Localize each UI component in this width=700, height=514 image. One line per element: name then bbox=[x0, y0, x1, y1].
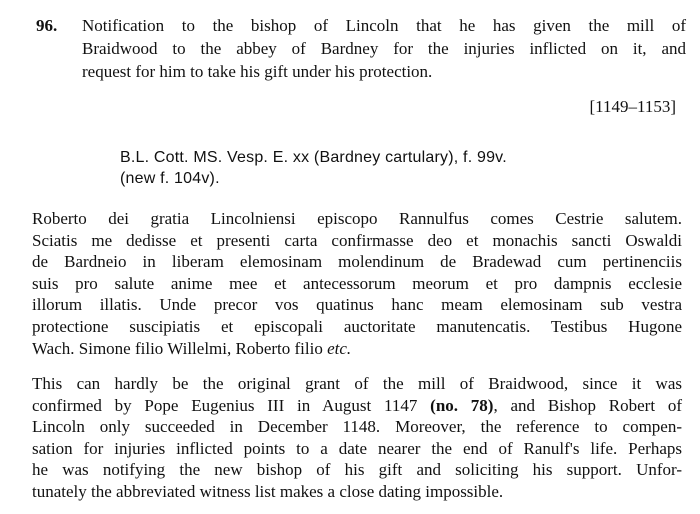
entry-title bbox=[82, 14, 686, 83]
charter-line: de Bardneio in liberam elemosinam molendinum de Bradewad cum pertinenciis bbox=[32, 252, 682, 272]
commentary-text: , and Bishop Robert of bbox=[493, 395, 683, 415]
commentary-line: Lincoln only succeeded in December 1148. Moreover, the reference to compen- bbox=[32, 417, 682, 437]
charter-etc: etc. bbox=[327, 338, 352, 358]
source-line: (new f. 104v). bbox=[120, 170, 220, 187]
source-line: B.L. Cott. MS. Vesp. E. xx (Bardney cartulary), f. 99v. bbox=[120, 149, 507, 166]
charter-line: Roberto dei gratia Lincolniensi episcopo Rannulfus comes Cestrie salutem. bbox=[32, 209, 682, 228]
manuscript-source bbox=[120, 147, 660, 189]
charter-line: protectione suscipiatis et episcopali auctoritate manutencatis. Testibus Hugone bbox=[32, 316, 682, 336]
date-range: [1149–1153] bbox=[589, 97, 676, 116]
entry-title-line: Braidwood to the abbey of Bardney for the injuries inflicted on it, and bbox=[82, 39, 686, 58]
charter-line bbox=[32, 338, 682, 360]
entry-title-line: Notification to the bishop of Lincoln that he has given the mill of bbox=[82, 16, 686, 35]
commentary-line bbox=[32, 395, 682, 417]
charter-line: suis pro salute anime mee et antecessorum meorum et pro dampnis ecclesie bbox=[32, 273, 682, 293]
commentary bbox=[32, 373, 682, 503]
entry-title-line: request for him to take his gift under his protection. bbox=[82, 62, 433, 81]
charter-line: Sciatis me dedisse et presenti carta confirmasse deo et monachis sancti Oswaldi bbox=[32, 230, 682, 250]
commentary-text: confirmed by Pope Eugenius III in August 1147 bbox=[32, 395, 431, 415]
charter-last-text: Wach. Simone filio Willelmi, Roberto filio bbox=[32, 338, 323, 358]
entry-heading bbox=[36, 14, 686, 83]
cross-reference-link: (no. 78) bbox=[430, 395, 494, 415]
charter-text bbox=[32, 208, 682, 359]
commentary-line: tunately the abbreviated witness list makes a close dating impossible. bbox=[32, 481, 504, 501]
commentary-line: sation for injuries inflicted points to a date nearer the end of Ranulf's life. Perhaps bbox=[32, 438, 682, 458]
commentary-line: he was notifying the new bishop of his gift and soliciting his support. Unfor- bbox=[32, 460, 682, 480]
charter-line: illorum illatis. Unde precor vos quatinus hanc meam elemosinam sub vestra bbox=[32, 295, 682, 315]
commentary-line: This can hardly be the original grant of the mill of Braidwood, since it was bbox=[32, 374, 682, 393]
entry-number: 96. bbox=[36, 16, 58, 35]
